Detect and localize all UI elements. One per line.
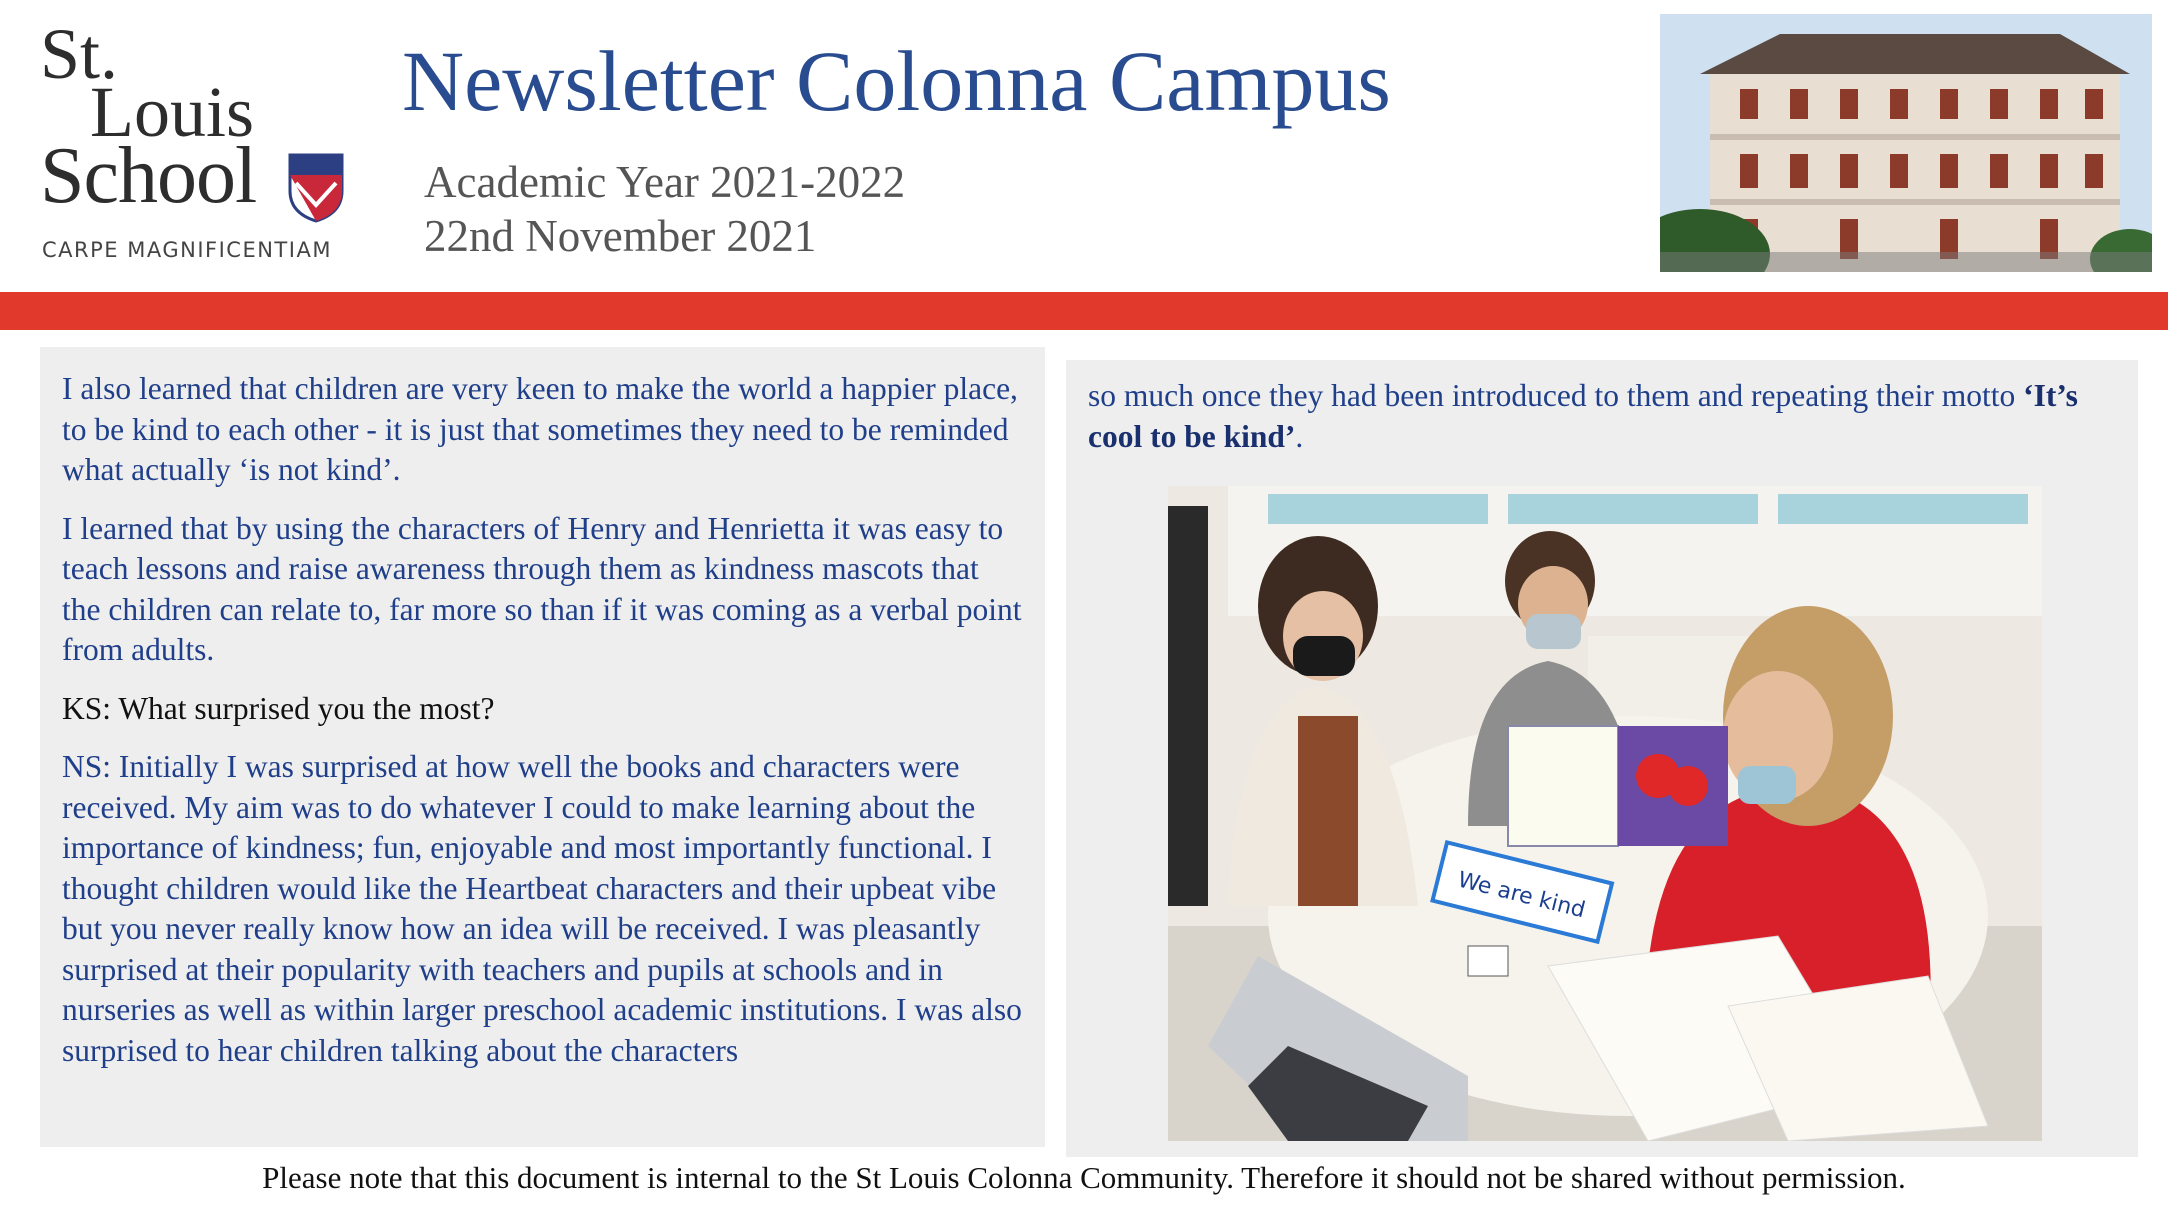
- paragraph-motto: [1088, 376, 2118, 457]
- motto-text-after: .: [1295, 418, 1304, 454]
- interview-answer: NS: Initially I was surprised at how well the books and characters were received. My aim was to do whatever I could to make learning about the importance of kindness; fun, enjoyable and most importantly functional. I thought children would like the Heartbeat characters and their upbeat vibe but you never really know how an idea will be received. I was pleasantly surprised at their popularity with teachers and pupils at schools and in nurseries as well as within larger preschool academic institutions. I was also surprised to hear children talking about the characters: [62, 749, 1022, 1068]
- classroom-photo: [1168, 486, 2042, 1141]
- motto-bold: ‘It’s cool to be kind’: [1088, 378, 2078, 454]
- motto-text-before: so much once they had been introduced to them and repeating their motto: [1088, 378, 2024, 413]
- academic-year: Academic Year 2021-2022: [424, 157, 906, 207]
- red-divider-band: [0, 292, 2168, 330]
- paragraph-characters: I learned that by using the characters of Henry and Henrietta it was easy to teach lessons and raise awareness through them as kindness mascots that the children can relate to, far more so than if it was coming as a verbal point from adults.: [62, 510, 1022, 667]
- left-column-panel: [40, 347, 1045, 1147]
- logo-line-louis: Louis: [90, 72, 255, 152]
- campus-building-photo: [1660, 14, 2152, 272]
- logo-motto: CARPE MAGNIFICENTIAM: [42, 238, 332, 262]
- photo-card-text: We are kind: [1455, 867, 1588, 924]
- paragraph-kindness: I also learned that children are very keen to make the world a happier place, to be kind to each other - it is just that sometimes they need to be reminded what actually ‘is not kind’.: [62, 371, 1018, 487]
- logo-line-school: School: [40, 132, 257, 220]
- newsletter-date: 22nd November 2021: [424, 211, 817, 261]
- shield-icon: [288, 153, 344, 223]
- newsletter-title: Newsletter Colonna Campus: [402, 33, 1391, 129]
- footer-notice: Please note that this document is internal to the St Louis Colonna Community. Therefore it should not be shared without permission.: [262, 1160, 1906, 1195]
- interview-question: KS: What surprised you the most?: [62, 690, 495, 726]
- school-logo: [38, 14, 358, 268]
- logo-line-st: St.: [40, 14, 119, 94]
